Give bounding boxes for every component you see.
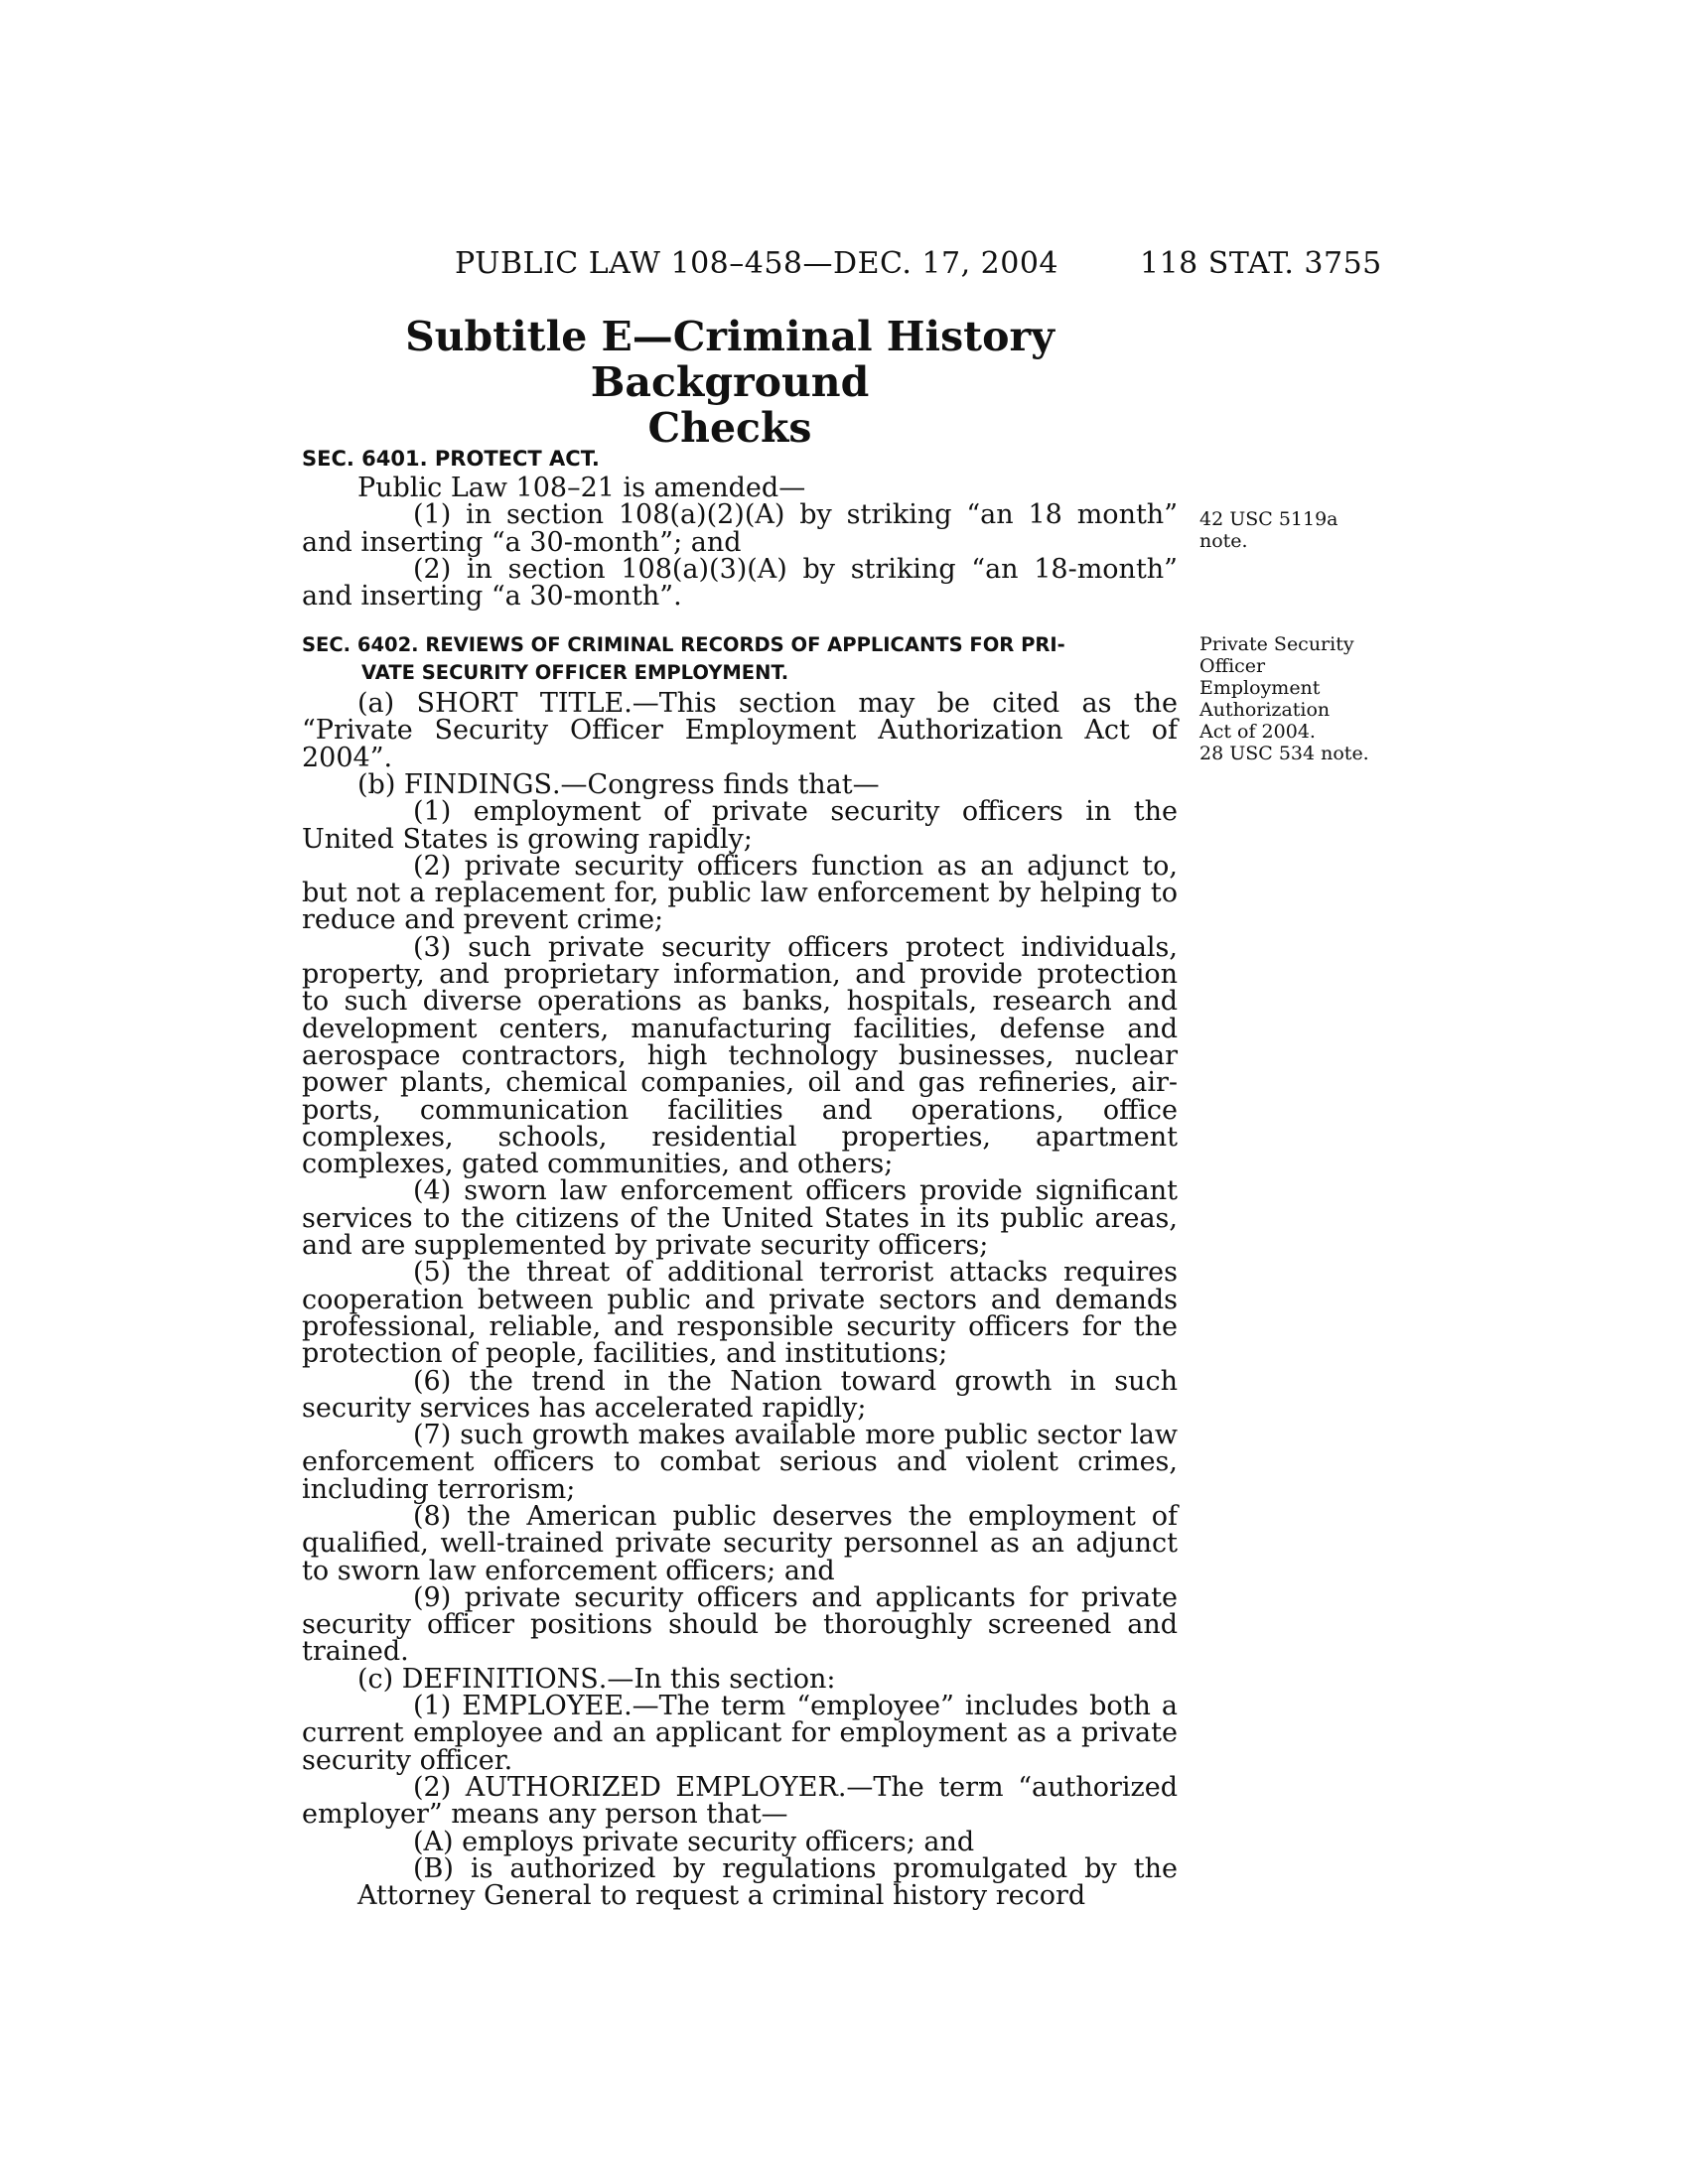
definition-item: (B) is authorized by regulations promulgated by the Attorney General to request a criminal history record — [357, 1852, 1178, 1912]
label: (b) F — [357, 768, 423, 800]
label: (a) S — [357, 688, 435, 720]
text: .—The term “authorized employer” means any person that— — [302, 1771, 1179, 1831]
page-number: 118 STAT. 3755 — [1140, 246, 1382, 281]
label: (1) E — [413, 1691, 482, 1722]
paragraph: (2) in section 108(a)(3)(A) by striking “an 18-month” and inserting “a 30-month”. — [302, 553, 1178, 613]
body-text — [302, 473, 1179, 1912]
text: .—Congress finds that— — [551, 768, 880, 800]
finding: (5) the threat of additional terrorist attacks requires cooperation between public and private sectors and demands professional, reliable, and responsible security officers for the protection of people, facilities, and institutions; — [302, 1257, 1178, 1370]
definition — [302, 1693, 1178, 1774]
subtitle-line: Checks — [647, 404, 812, 452]
margin-note — [1199, 633, 1369, 764]
paragraph: Public Law 108–21 is amended— — [357, 473, 806, 503]
finding: (3) such private security officers protect individuals, property, and proprietary information, and provide protection to such diverse operations as banks, hospitals, research and development centers, manufacturing facilities, defense and aerospace contractors, high technology businesses, nuclear power plants, chemical companies, oil and gas refineries, airports, communication facilities and operations, office complexes, schools, residential properties, apartment complexes, gated communities, and others; — [302, 931, 1178, 1180]
finding: (2) private security officers function as an adjunct to, but not a replacement for, public law enforcement by helping to reduce and prevent crime; — [302, 850, 1178, 936]
finding: (1) employment of private security officers in the United States is growing rapidly; — [302, 796, 1178, 855]
label: (2) A — [413, 1771, 486, 1803]
margin-line: Private Security — [1199, 633, 1354, 655]
label: (c) D — [357, 1663, 424, 1695]
subtitle-line: Subtitle E—Criminal History Background — [405, 313, 1055, 406]
finding: (7) such growth makes available more public sector law enforcement officers to combat serious and violent crimes, including terrorism; — [302, 1420, 1178, 1505]
label: HORT — [435, 688, 518, 720]
label: EFINITIONS — [423, 1663, 599, 1695]
subsection-a — [302, 690, 1178, 771]
definition-item: (A) employs private security officers; and — [413, 1826, 975, 1857]
label: MPLOYEE — [481, 1691, 625, 1722]
finding: (4) sworn law enforcement officers provide significant services to the citizens of the United States in its public areas, and are supplemented by private security officers; — [302, 1175, 1178, 1262]
margin-line: 28 USC 534 note. — [1199, 743, 1369, 764]
finding: (9) private security officers and applicants for private security officer positions should be thoroughly screened and trained. — [302, 1581, 1178, 1668]
margin-note — [1199, 508, 1338, 552]
margin-line: 42 USC 5119a — [1199, 508, 1338, 530]
paragraph: (1) in section 108(a)(2)(A) by striking “an 18 month” and inserting “a 30-month”; and — [302, 499, 1178, 558]
subsection-c — [302, 1663, 1178, 1695]
subtitle-heading — [298, 314, 1162, 451]
text: .—This section may be cited as the “Private Security Officer Employment Authorization Act of 2004”. — [302, 688, 1179, 773]
section-6401-heading: SEC. 6401. PROTECT ACT. — [302, 447, 600, 471]
label: INDINGS — [422, 768, 552, 800]
subsection-b — [302, 768, 1178, 800]
text: .—In this section: — [598, 1663, 836, 1695]
finding: (8) the American public deserves the employment of qualified, well-trained private security personnel as an adjunct to sworn law enforcement officers; and — [302, 1500, 1178, 1586]
text: .—The term “employee” includes both a current employee and an applicant for employment as a private security officer. — [302, 1691, 1178, 1776]
margin-line: Employment — [1199, 677, 1321, 699]
running-header: PUBLIC LAW 108–458—DEC. 17, 2004 — [455, 246, 1059, 281]
label: ITLE — [557, 688, 625, 720]
margin-line: note. — [1199, 530, 1248, 552]
margin-line: Act of 2004. — [1199, 721, 1316, 743]
label: UTHORIZED EMPLOYER — [485, 1771, 838, 1803]
heading-line: VATE SECURITY OFFICER EMPLOYMENT. — [361, 660, 789, 684]
section-6402-heading — [302, 631, 1178, 686]
finding: (6) the trend in the Nation toward growth in such security services has accelerated rapidly; — [302, 1365, 1178, 1424]
heading-line: SEC. 6402. REVIEWS OF CRIMINAL RECORDS OF APPLICANTS FOR PRI- — [302, 633, 1065, 657]
margin-line: Authorization — [1199, 699, 1331, 721]
definition — [302, 1771, 1179, 1831]
margin-line: Officer — [1199, 655, 1266, 677]
label: T — [517, 688, 558, 720]
